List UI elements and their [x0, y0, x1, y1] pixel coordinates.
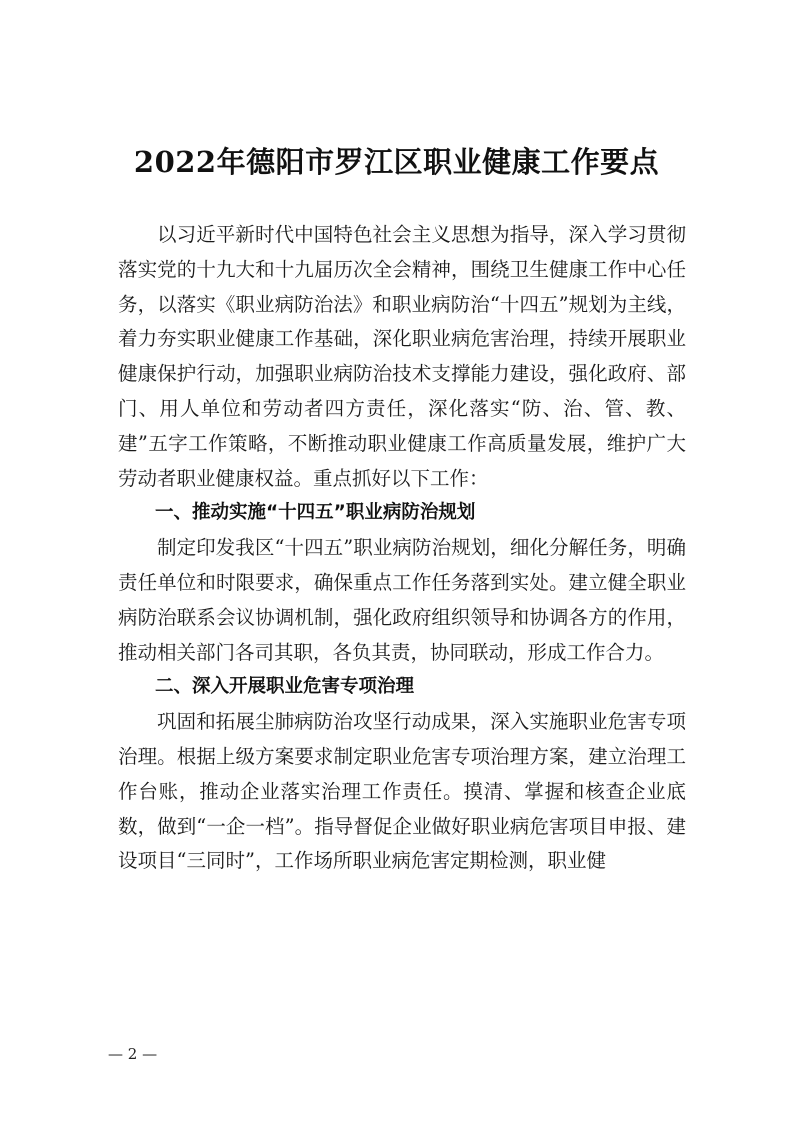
- section-paragraph-1: 制定印发我区“十四五”职业病防治规划，细化分解任务，明确责任单位和时限要求，确保重点工作任务落到实处。建立健全职业病防治联系会议协调机制，强化政府组织领导和协调各方的作用，推动相关部门各司其职，各负其责，协同联动，形成工作合力。: [118, 536, 686, 664]
- section-paragraph-2: 巩固和拓展尘肺病防治攻坚行动成果，深入实施职业危害专项治理。根据上级方案要求制定职业危害专项治理方案，建立治理工作台账，推动企业落实治理工作责任。摸清、掌握和核查企业底数，做到“一企一档”。指导督促企业做好职业病危害项目申报、建设项目“三同时”，工作场所职业病危害定期检测，职业健: [118, 710, 686, 873]
- section-heading-1: 一、推动实施“十四五”职业病防治规划: [155, 502, 476, 524]
- document-body: [118, 218, 686, 879]
- section-heading-2: 二、深入开展职业危害专项治理: [155, 676, 415, 698]
- page-number: — 2 —: [108, 1045, 158, 1063]
- document-title: 2022年德阳市罗江区职业健康工作要点: [133, 145, 660, 179]
- intro-paragraph: 以习近平新时代中国特色社会主义思想为指导，深入学习贯彻落实党的十九大和十九届历次全会精神，围绕卫生健康工作中心任务，以落实《职业病防治法》和职业病防治“十四五”规划为主线，着力夯实职业健康工作基础，深化职业病危害治理，持续开展职业健康保护行动，加强职业病防治技术支撑能力建设，强化政府、部门、用人单位和劳动者四方责任，深化落实“防、治、管、教、建”五字工作策略，不断推动职业健康工作高质量发展，维护广大劳动者职业健康权益。重点抓好以下工作：: [118, 223, 686, 490]
